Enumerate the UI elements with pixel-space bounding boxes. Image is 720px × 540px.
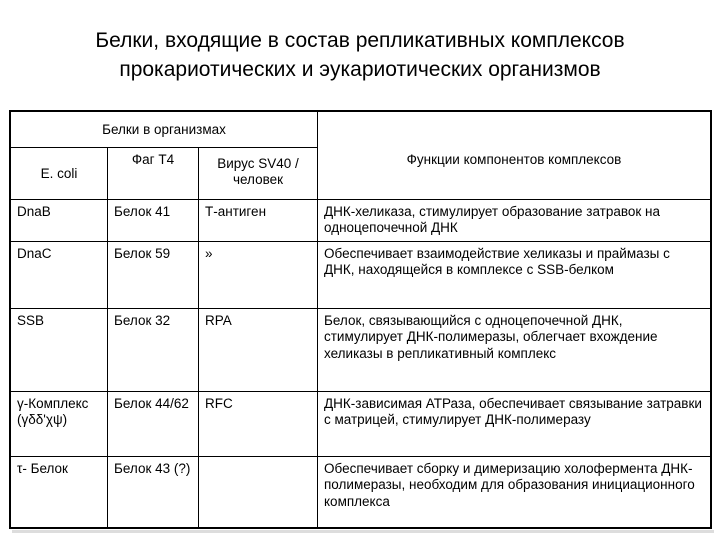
header-group: Белки в организмах	[10, 111, 318, 147]
header-functions: Функции компонентов комплексов	[318, 111, 712, 199]
cell-ecoli: DnaB	[10, 199, 108, 241]
table-row	[10, 241, 711, 308]
cell-t4: Белок 59	[108, 241, 199, 308]
cell-ecoli: SSB	[10, 308, 108, 391]
cell-sv40: RPA	[199, 308, 318, 391]
cell-t4: Белок 44/62	[108, 391, 199, 456]
cell-sv40	[199, 456, 318, 528]
table-row	[10, 199, 711, 241]
table-row	[10, 308, 711, 391]
cell-sv40: RFC	[199, 391, 318, 456]
cell-sv40: »	[199, 241, 318, 308]
cell-function: Белок, связывающийся с одноцепочечной ДНК, стимулирует ДНК-полимеразы, облегчает вхождение хеликазы в репликативный комплекс	[318, 308, 712, 391]
cell-function: Обеспечивает сборку и димеризацию холофермента ДНК-полимеразы, необходим для образования инициационного комплекса	[318, 456, 712, 528]
header-sv40: Вирус SV40 / человек	[199, 147, 318, 199]
cell-t4: Белок 41	[108, 199, 199, 241]
cell-sv40: Т-антиген	[199, 199, 318, 241]
cell-ecoli: γ-Комплекс (γδδ'χψ)	[10, 391, 108, 456]
cell-t4: Белок 43 (?)	[108, 456, 199, 528]
header-t4: Фаг Т4	[108, 147, 199, 199]
title-line-1: Белки, входящие в состав репликативных комплексов	[95, 29, 625, 52]
cell-ecoli: DnaC	[10, 241, 108, 308]
cell-function: ДНК-хеликаза, стимулирует образование затравок на одноцепочечной ДНК	[318, 199, 712, 241]
cell-function: ДНК-зависимая АТРаза, обеспечивает связывание затравки с матрицей, стимулирует ДНК-полимеразу	[318, 391, 712, 456]
table-shadow	[12, 530, 714, 533]
cell-function: Обеспечивает взаимодействие хеликазы и праймазы с ДНК, находящейся в комплексе с SSB-белком	[318, 241, 712, 308]
proteins-table	[9, 110, 712, 529]
cell-ecoli: τ- Белок	[10, 456, 108, 528]
title-line-2: прокариотических и эукариотических организмов	[119, 58, 601, 81]
cell-t4: Белок 32	[108, 308, 199, 391]
slide-title	[0, 26, 720, 84]
table-row	[10, 456, 711, 528]
table-row	[10, 391, 711, 456]
header-ecoli: E. coli	[10, 147, 108, 199]
